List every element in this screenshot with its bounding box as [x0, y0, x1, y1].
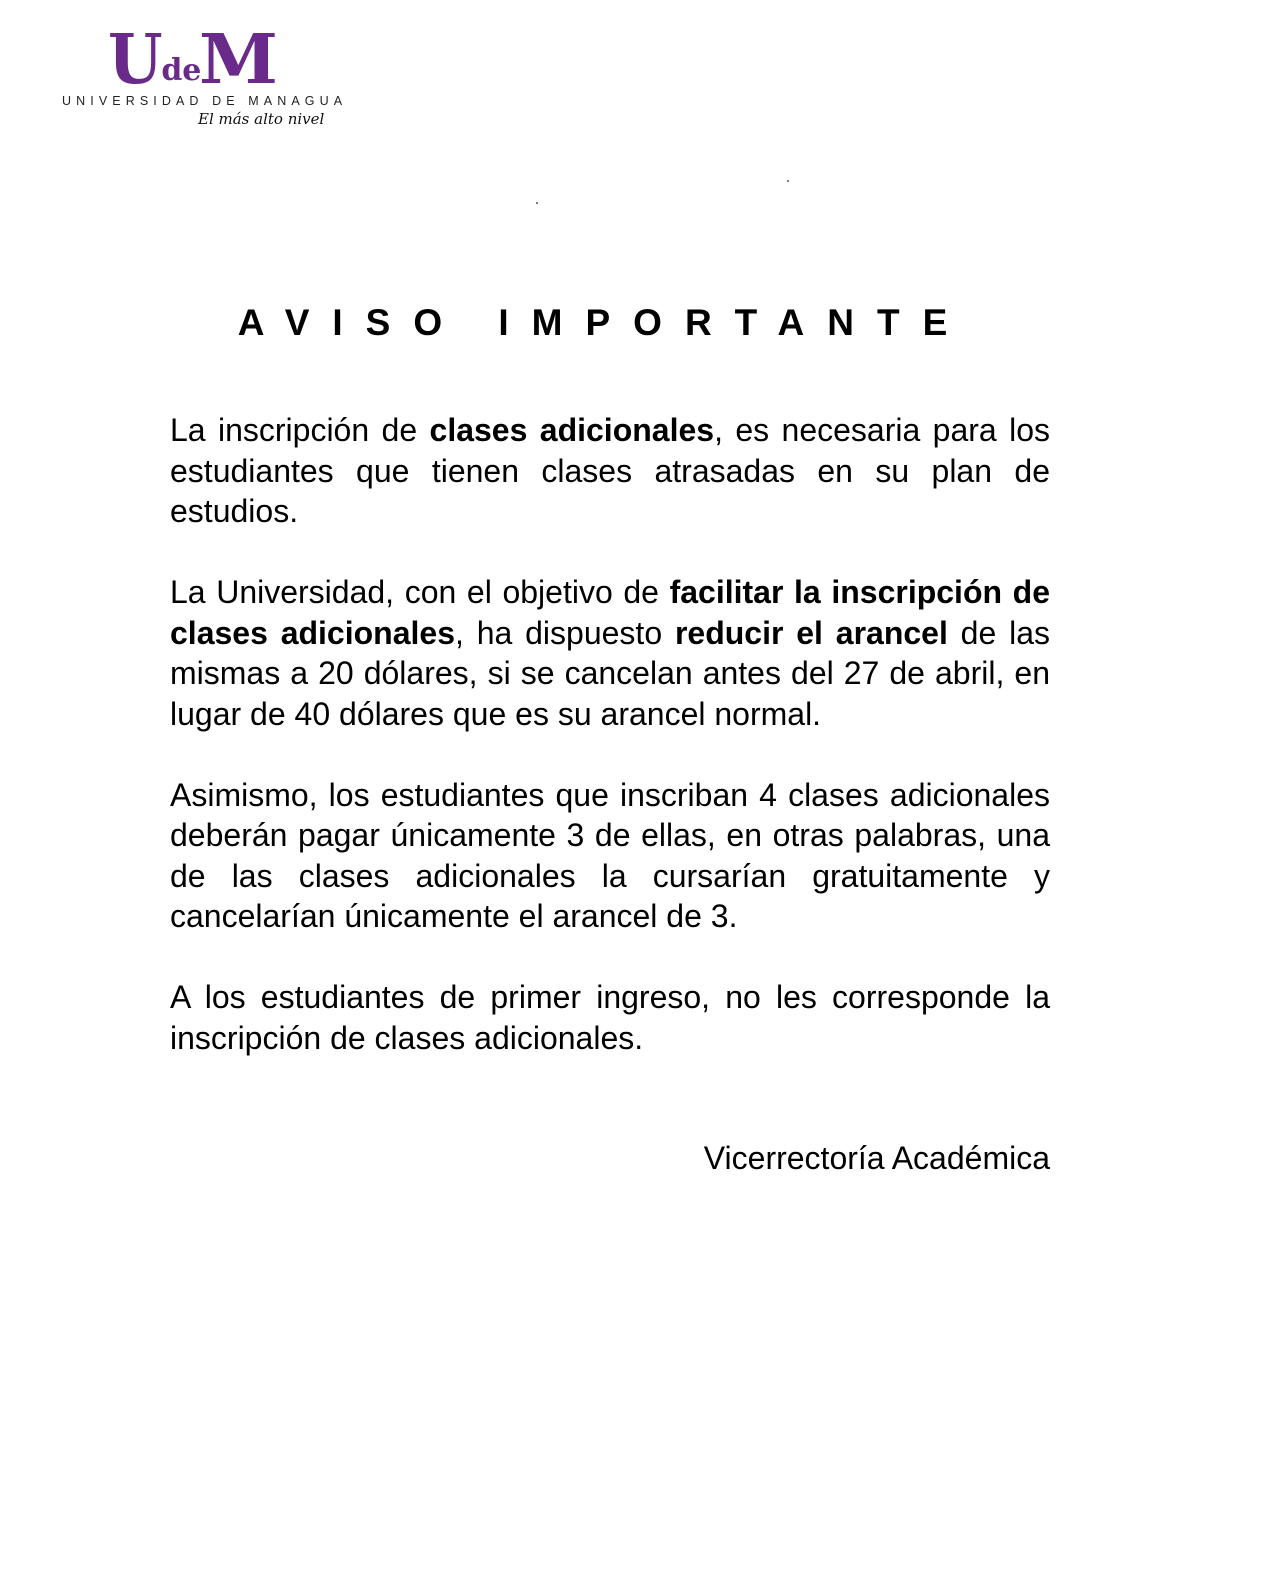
university-logo — [58, 20, 358, 136]
paragraph-2-bold-b: reducir el arancel — [674, 614, 948, 651]
logo-mark — [108, 20, 279, 100]
paragraph-1 — [170, 410, 1050, 532]
logo-university-name: UNIVERSIDAD DE MANAGUA — [62, 94, 348, 108]
paragraph-1-text-a: La inscripción de — [170, 412, 430, 448]
logo-mark-u: U — [108, 20, 161, 100]
scan-speck — [787, 180, 789, 182]
scan-speck — [536, 202, 538, 204]
logo-mark-de: de — [161, 53, 202, 88]
paragraph-2-text-c: de las mismas a 20 dólares, si se cancelan antes del 27 de abril, en lugar de 40 dólares que es su arancel normal. — [170, 614, 1051, 732]
paragraph-2-text-b: , ha dispuesto — [455, 614, 675, 651]
notice-body — [170, 410, 1050, 1099]
logo-mark-m: M — [199, 20, 279, 100]
paragraph-1-bold-a: clases adicionales — [429, 412, 715, 448]
paragraph-2 — [170, 572, 1050, 734]
signature: Vicerrectoría Académica — [703, 1140, 1050, 1176]
paragraph-4 — [170, 977, 1050, 1058]
paragraph-3-text: Asimismo, los estudiantes que inscriban 4 clases adicionales deberán pagar únicamente 3 de ellas, en otras palabras, una de las clases adicionales la cursarían gratuitamente y cancelarían únicamente el arancel de 3. — [170, 776, 1050, 934]
paragraph-2-text-a: La Universidad, con el objetivo de — [170, 574, 670, 610]
notice-title: AVISO IMPORTANTE — [237, 301, 971, 343]
paragraph-1-text-b: , es necesaria para los estudiantes que tienen clases atrasadas en su plan de estudios. — [170, 412, 1051, 529]
logo-tagline: El más alto nivel — [198, 110, 325, 128]
paragraph-4-text: A los estudiantes de primer ingreso, no les corresponde la inscripción de clases adicionales. — [170, 979, 1050, 1056]
paragraph-2-bold-a: facilitar la inscripción de clases adicionales — [170, 574, 1051, 651]
paragraph-3 — [170, 775, 1050, 937]
